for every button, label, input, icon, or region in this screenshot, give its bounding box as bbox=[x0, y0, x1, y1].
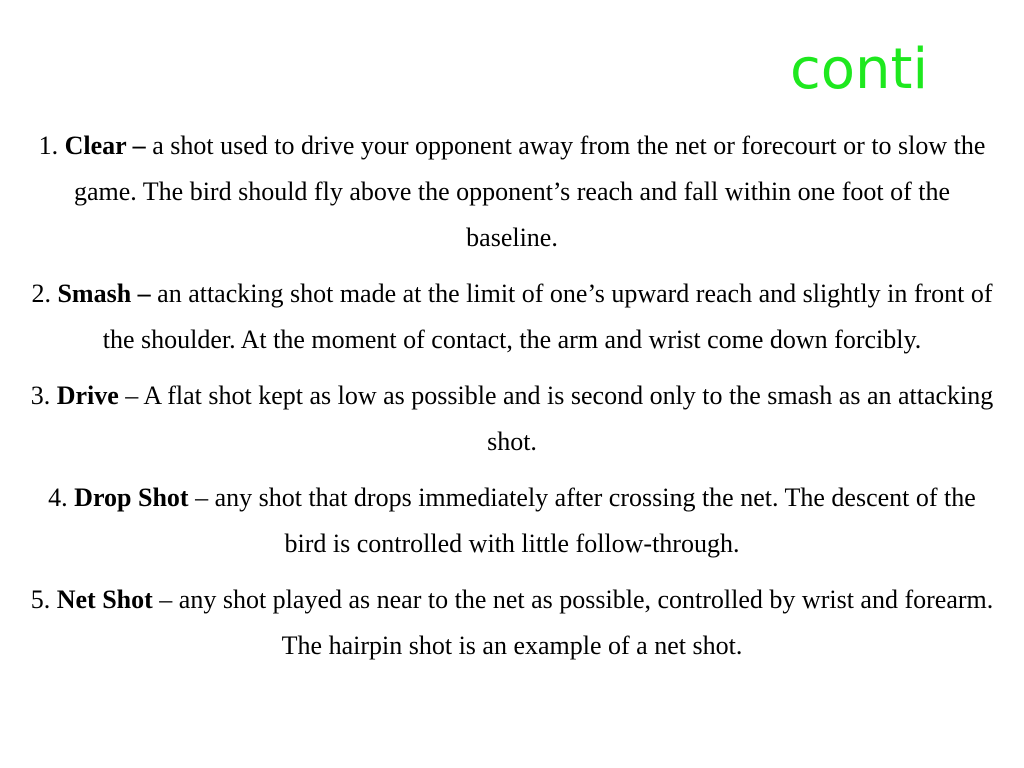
item-description: – A flat shot kept as low as possible and is second only to the smash as an attacking shot. bbox=[125, 381, 994, 456]
item-number: 5. bbox=[30, 585, 51, 614]
item-term: Clear – bbox=[64, 131, 146, 160]
item-number: 1. bbox=[38, 131, 59, 160]
item-description: – any shot played as near to the net as possible, controlled by wrist and forearm. The hairpin shot is an example of a net shot. bbox=[159, 585, 994, 660]
list-item-drop-shot bbox=[30, 475, 994, 567]
item-term: Smash – bbox=[57, 279, 151, 308]
item-term: Net Shot bbox=[56, 585, 153, 614]
item-term: Drop Shot bbox=[74, 483, 189, 512]
item-description: an attacking shot made at the limit of one’s upward reach and slightly in front of the shoulder. At the moment of contact, the arm and wrist come down forcibly. bbox=[102, 279, 993, 354]
item-term: Drive bbox=[56, 381, 119, 410]
shot-definitions-list bbox=[30, 123, 994, 679]
list-item-drive bbox=[30, 373, 994, 465]
item-number: 3. bbox=[30, 381, 51, 410]
list-item-smash bbox=[30, 271, 994, 363]
item-number: 2. bbox=[31, 279, 51, 308]
item-description: a shot used to drive your opponent away from the net or forecourt or to slow the game. The bird should fly above the opponent’s reach and fall within one foot of the baseline. bbox=[73, 131, 986, 252]
list-item-clear bbox=[30, 123, 994, 261]
item-description: – any shot that drops immediately after crossing the net. The descent of the bird is controlled with little follow-through. bbox=[195, 483, 976, 558]
slide-title: conti bbox=[790, 37, 929, 102]
list-item-net-shot bbox=[30, 577, 994, 669]
item-number: 4. bbox=[48, 483, 68, 512]
